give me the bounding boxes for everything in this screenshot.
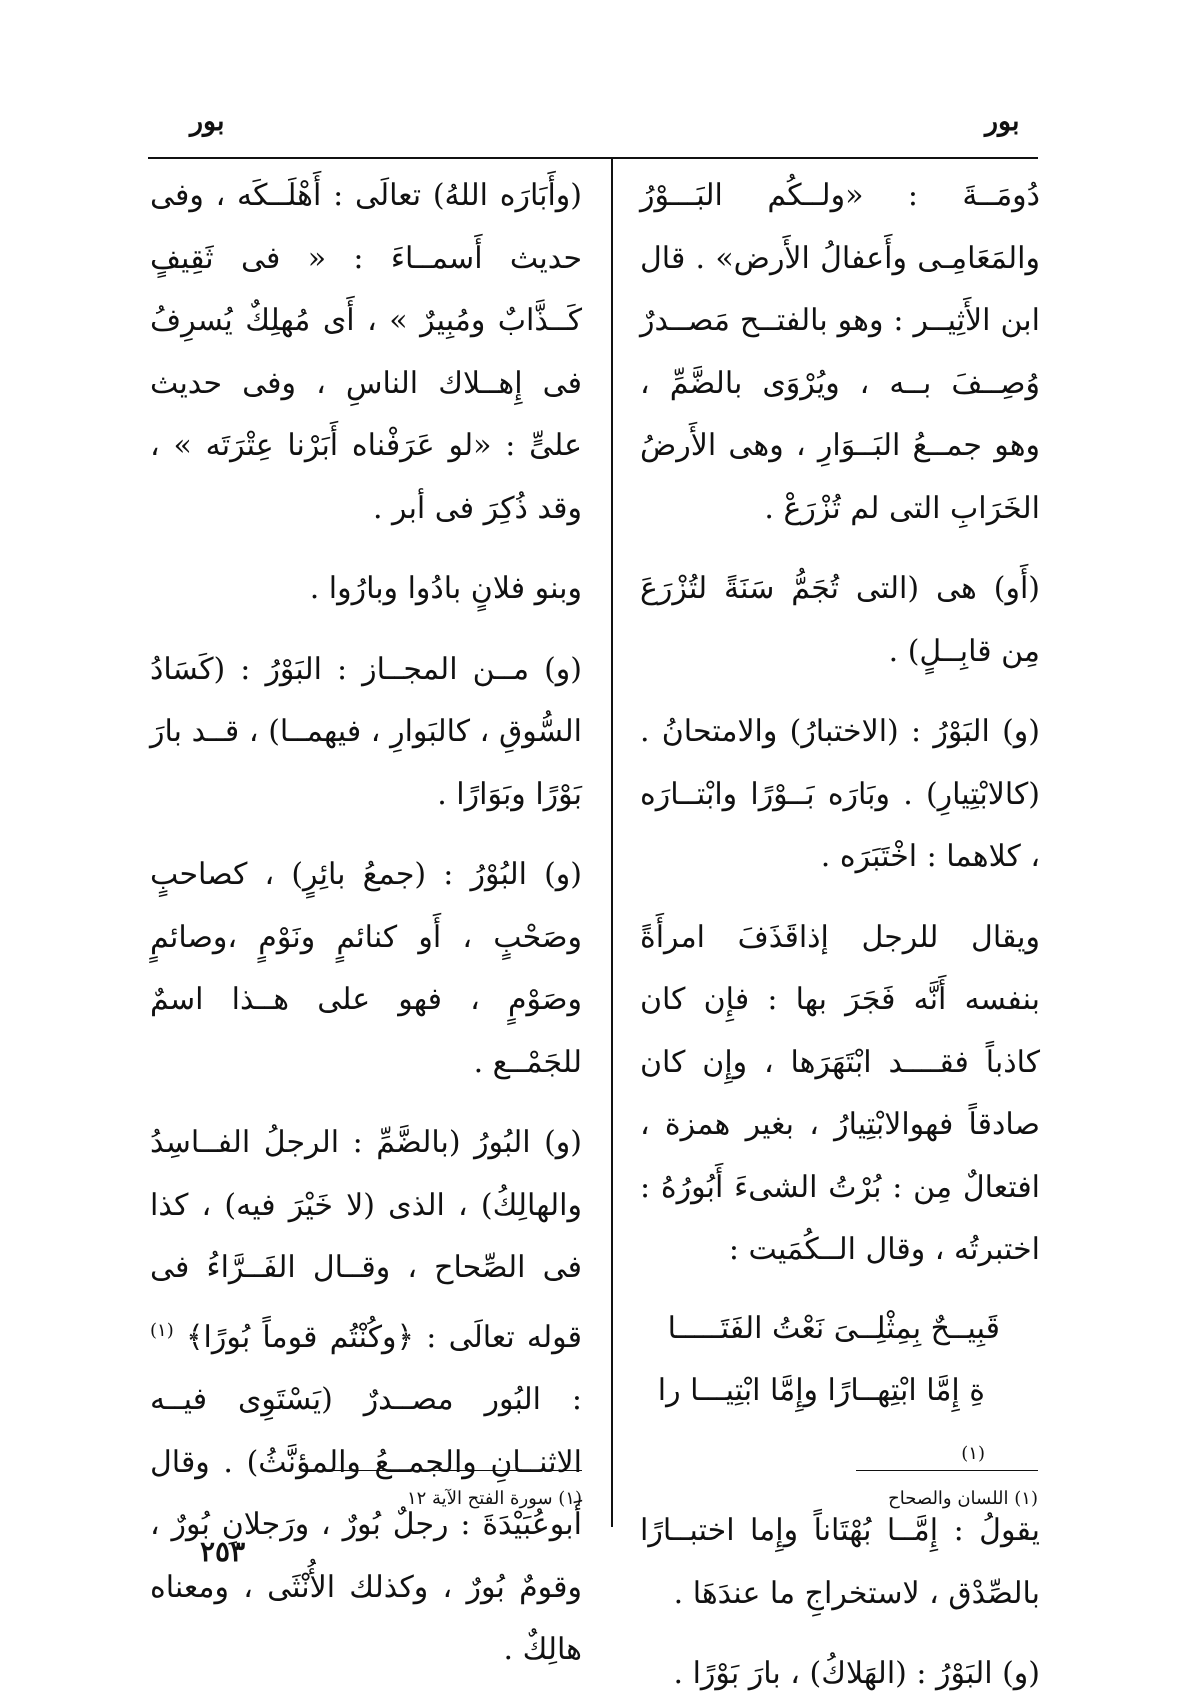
right-paragraph-3: (و) البَوْرُ : (الاختبارُ) والامتحانُ . (كالابْتِيارِ) . وبَارَه بَــوْرًا وابْتــارَه ، كلاهما : اخْتَبَرَه .: [640, 714, 1040, 874]
right-paragraph-1: دُومَــةَ : «ولــكُم البَـــوْرُ والمَعَامِـى وأَعفالُ الأَرض» . قال ابن الأَثِيــر : وهو بالفتــح مَصــدرٌ وُصِــفَ بــه ، ويُرْوَى بالضَّمِّ ، وهو جمــعُ البَــوَارِ ، وهى الأَرضُ الخَرَابِ التى لم تُزْرَعْ .: [640, 178, 1040, 526]
left-paragraph-4: (و) البُوْرُ : (جمعُ بائِرٍ) ، كصاحبٍ وصَحْبٍ ، أَو كنائمٍ ونَوْمٍ ،وصائمٍ وصَوْمٍ ، فهو على هــذا اسمٌ للجَمْــع .: [150, 857, 582, 1080]
right-paragraph-2: (أَو) هى (التى تُجَمُّ سَنَةً لتُزْرَعَ مِن قابِــلٍ) .: [640, 571, 1040, 669]
left-paragraph-5: [150, 1112, 582, 1682]
poem-verse: [640, 1298, 1040, 1493]
left-paragraph-5-part-1: (و) البُورُ (بالضَّمِّ : الرجلُ الفــاسِدُ والهالِكُ) ، الذى (لا خَيْرَ فيه) ، كذا فى الصِّحاح ، وقــال الفَــرَّاءُ فى قوله تعالَى : ﴿وكُنْتُم قوماً بُورًا﴾: [150, 1125, 582, 1355]
footnote-rule-left: [322, 1470, 582, 1471]
left-paragraph-3: (و) مــن المجــاز : البَوْرُ : (كَسَادُ السُّوقِ ، كالبَوارِ ، فيهمــا) ، قــد بارَ بَوْرًا وبَوَارًا .: [150, 651, 582, 812]
left-paragraph-1: (وأَبَارَه اللهُ) تعالَى : أَهْلَــكَه ، وفى حديث أَسمــاءَ : « فى ثَقِيفٍ كَــذَّابٌ ومُبِيرٌ » ، أَى مُهلِكٌ يُسرِفُ فى إِهــلاك الناسِ ، وفى حديث علىٍّ : «لو عَرَفْناه أَبَرْنا عِتْرَتَه » ، وقد ذُكِرَ فى أبر .: [150, 178, 582, 526]
right-paragraph-5: يقولُ : إِمَّــا بُهْتَاناً وإِما اختبــارًا بالصِّدْق ، لاستخراجِ ما عندَهَا .: [640, 1513, 1040, 1611]
poem-line-2: [640, 1360, 1040, 1492]
left-paragraph-5-part-2: : البُور مصــدرٌ (يَسْتَوِى فيــه الاثنــانِ والجمــعُ والمؤنَّثُ) . وقال أَبوعُبَيْدَةَ : رجلٌ بُورٌ ، ورَجلانِ بُورٌ ، وقومٌ بُورٌ ، وكذلك الأُنْثَى ، ومعناه هالِكٌ .: [150, 1382, 582, 1667]
footnote-left: (١) سورة الفتح الآية ١٢: [406, 1488, 582, 1509]
footnote-rule-right: [856, 1470, 1038, 1471]
header-rule: [148, 157, 1038, 159]
footnote-right: (١) اللسان والصحاح: [888, 1488, 1038, 1509]
poem-line-2-text: ةِ إِمَّا ابْتِهــارًا وإِمَّا ابْتِيـــا را: [657, 1373, 985, 1408]
footnote-ref-left: (١): [150, 1319, 174, 1341]
right-paragraph-4: ويقال للرجل إذاقَذَفَ امرأَةً بنفسه أَنَّه فَجَرَ بها : فإِن كان كاذباً فقــــد ابْتَهَرَها ، وإِن كان صادقاً فهوالابْتِيارُ ، بغير همزة ، افتعالٌ مِن : بُرْتُ الشىءَ أَبُورُهُ : اختبرتُه ، وقال الــكُمَيت :: [640, 919, 1040, 1267]
footnote-ref-right: (١): [961, 1442, 985, 1464]
page-number: ٢٥٣: [200, 1535, 246, 1568]
left-paragraph-2: وبنو فلانٍ بادُوا وبارُوا .: [309, 571, 582, 606]
left-column: [150, 165, 582, 1682]
running-head-right: بور: [985, 106, 1020, 137]
running-head-left: بور: [190, 106, 225, 137]
right-paragraph-6: (و) البَوْرُ : (الهَلاكُ) ، بارَ بَوْرًا .: [673, 1656, 1040, 1691]
poem-line-1: قَبِيــحٌ بِمِثْلِــىَ نَعْتُ الفَتَـــــا: [667, 1310, 1000, 1346]
column-divider: [611, 157, 613, 1527]
right-column: [640, 165, 1040, 1706]
